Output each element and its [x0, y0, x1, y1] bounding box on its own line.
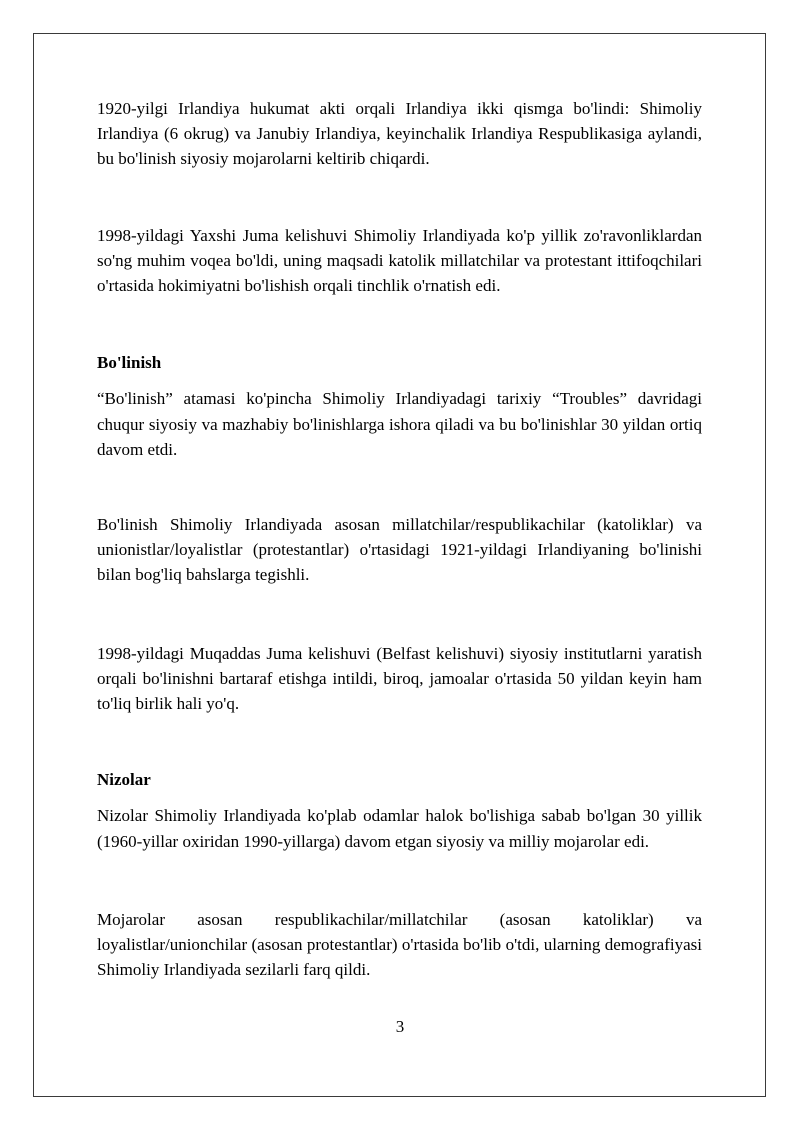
section-heading-bolinish: Bo'linish: [97, 353, 162, 373]
page-number: 3: [395, 1017, 405, 1036]
paragraph-good-friday-agreement: 1998-yildagi Yaxshi Juma kelishuvi Shimoliy Irlandiyada ko'p yillik zo'ravonliklardan so'ng muhim voqea bo'ldi, uning maqsadi katolik millatchilar va protestant ittifoqchilari o'rtasida hokimiyatni bo'lishish orqali tinchlik o'rnatish edi.: [97, 225, 702, 296]
paragraph-bolinish-dispute: Bo'linish Shimoliy Irlandiyada asosan millatchilar/respublikachilar (katoliklar) va unionistlar/loyalistlar (protestantlar) o'rtasidagi 1921-yildagi Irlandiyaning bo'linishi bilan bog'liq bahslarga tegishli.: [97, 515, 702, 585]
document-body: [97, 96, 702, 982]
section-heading-nizolar: Nizolar: [97, 770, 151, 790]
paragraph-government-act: 1920-yilgi Irlandiya hukumat akti orqali Irlandiya ikki qismga bo'lindi: Shimoliy Irlandiya (6 okrug) va Janubiy Irlandiya, keyinchalik Irlandiya Respublikasiga aylandi, bu bo'linish siyosiy mojarolarni keltirib chiqardi.: [97, 99, 702, 169]
paragraph-nizolar-definition: Nizolar Shimoliy Irlandiyada ko'plab odamlar halok bo'lishiga sabab bo'lgan 30 yillik (1960-yillar oxiridan 1990-yillarga) davom etgan siyosiy va milliy mojarolar edi.: [97, 806, 702, 851]
paragraph-nizolar-parties: Mojarolar asosan respublikachilar/millatchilar (asosan katoliklar) va loyalistlar/unionchilar (asosan protestantlar) o'rtasida bo'lib o'tdi, ularning demografiyasi Shimoliy Irlandiyada sezilarli farq qildi.: [97, 909, 702, 980]
paragraph-belfast-agreement: 1998-yildagi Muqaddas Juma kelishuvi (Belfast kelishuvi) siyosiy institutlarni yaratish orqali bo'linishni bartaraf etishga intildi, biroq, jamoalar o'rtasida 50 yildan keyin ham to'liq birlik hali yo'q.: [97, 643, 702, 714]
paragraph-bolinish-term: “Bo'linish” atamasi ko'pincha Shimoliy Irlandiyadagi tarixiy “Troubles” davridagi chuqur siyosiy va mazhabiy bo'linishlarga ishora qiladi va bu bo'linishlar 30 yildan ortiq davom etdi.: [97, 389, 702, 459]
